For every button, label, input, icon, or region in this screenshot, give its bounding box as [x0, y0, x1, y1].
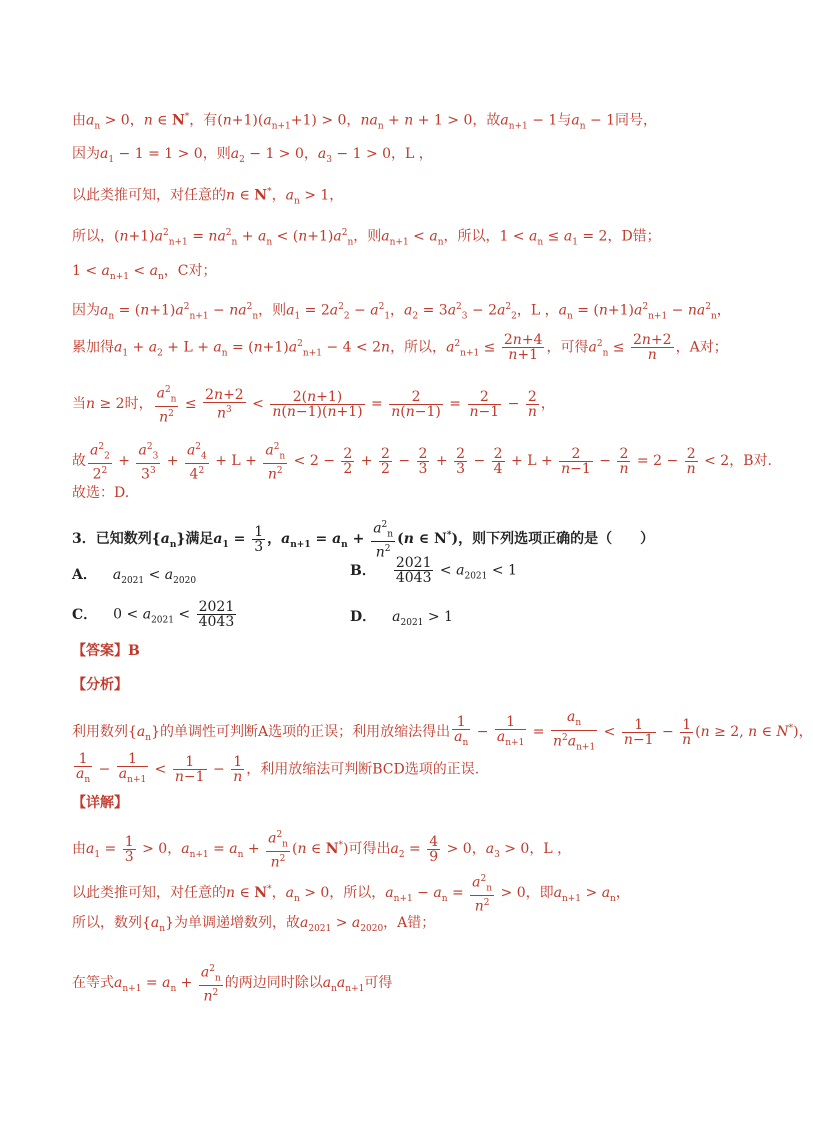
solution-line-9: 故 $\frac{a^2_2}{2^2}$ + $\frac{a^2_3}{3^3}$ + $\frac{a^2_4}{4^2}$ + L + $\frac{a^2_n}{n^2}$ < 2 − $\frac{2}{2}$ + $\frac{2}{2}$ − $\frac{2}{3}$ + $\frac{2}{3}$ − $\frac{2}{4}$ + L + $\frac{2}{n-1}$ − $\frac{2}{n}$ = 2 − $\frac{2}{n}$ < 2，B对.	[72, 442, 772, 484]
solution-line-6: 因为$a_n = (n+1)a^2_{n+1} - na^2_n$，则$a_1 = 2a^2_2 - a^2_1$，$a_2 = 3a^2_3 - 2a^2_2$，L ，$a_n = (n+1)a^2_{n+1} - na^2_n$，	[72, 302, 731, 322]
option-a: A． $a_{2021} < a_{2020}$	[72, 567, 197, 586]
analysis-tag: 【分析】	[72, 677, 128, 693]
solution-line-8: 当n ≥ 2时， $\frac{a^2_n}{n^2}$ ≤ $\frac{2n+2}{n^3}$ < $\frac{2(n+1)}{n(n-1)(n+1)}$ = $\frac{2}{n(n-1)}$ = $\frac{2}{n-1}$ − $\frac{2}{n}$ ，	[72, 385, 555, 427]
option-b: B． $\frac{2021}{4043}$ < $a_{2021} < 1$	[350, 555, 517, 586]
solution-conclusion: 故选：D.	[72, 485, 130, 501]
solution-line-7: 累加得$a_1 + a_2 + L + a_n = (n+1)a^2_{n+1} - 4 < 2n$，所以，$a^2_{n+1}$ ≤ $\frac{2n+4}{n+1}$ ，可得$a^2_n$ ≤ $\frac{2n+2}{n}$ ，A对；	[72, 332, 728, 363]
analysis-line-1: 利用数列$\{a_n\}$的单调性可判断A选项的正误；利用放缩法得出 $\frac{1}{a_n}$ − $\frac{1}{a_{n+1}}$ = $\frac{a_n}{n^2a_{n+1}}$ < $\frac{1}{n-1}$ − $\frac{1}{n}$ (n ≥ 2, n ∈ N*)，	[72, 709, 813, 753]
solution-line-3: 以此类推可知，对任意的n ∈ N*，$a_n > 1$，	[72, 187, 344, 207]
solution-line-5: $1 < a_{n+1} < a_n$，C对；	[72, 263, 217, 282]
analysis-line-2: $\frac{1}{a_n}$ − $\frac{1}{a_{n+1}}$ < $\frac{1}{n-1}$ − $\frac{1}{n}$ ，利用放缩法可判断BCD选项的正误.	[76, 751, 480, 785]
detail-tag: 【详解】	[72, 795, 128, 811]
detail-line-4: 在等式$a_{n+1} = a_n$ + $\frac{a^2_n}{n^2}$ 的两边同时除以$a_na_{n+1}$可得	[72, 964, 393, 1006]
option-c: C． $0 < a_{2021}$ < $\frac{2021}{4043}$	[72, 599, 235, 630]
detail-line-1: 由$a_1$ = $\frac{1}{3}$ > 0，$a_{n+1} = a_n$ + $\frac{a^2_n}{n^2}$ (n ∈ N*)可得出$a_2$ = $\frac{4}{9}$ > 0，$a_3 > 0$，L ，	[72, 830, 572, 872]
detail-line-3: 所以，数列$\{a_n\}$为单调递增数列，故$a_{2021} > a_{2020}$，A错；	[72, 915, 436, 934]
detail-line-2: 以此类推可知，对任意的n ∈ N*，$a_n > 0$，所以，$a_{n+1} - a_n$ = $\frac{a^2_n}{n^2}$ > 0，即$a_{n+1} > a_n$，	[72, 874, 630, 916]
answer-value: B	[128, 643, 140, 659]
solution-line-2: 因为$a_1 - 1 = 1 > 0$，则$a_2 - 1 > 0$，$a_3 - 1 > 0$，L ，	[72, 146, 433, 165]
solution-line-4: 所以，$(n+1)a^2_{n+1} = na^2_n + a_n < (n+1)a^2_n$，则$a_{n+1} < a_n$，所以，$1 < a_n \le a_1 = 2$，D错；	[72, 228, 661, 248]
question-stem: 3．已知数列$\{a_n\}$满足$a_1$ = $\frac{1}{3}$ ，$a_{n+1} = a_n$ + $\frac{a^2_n}{n^2}$ (n ∈ N*)，则下列选项正确的是（ ）	[72, 520, 655, 562]
solution-line-1: 由$a_n > 0$，n ∈ N*，有$(n+1)(a_{n+1}+1) > 0$，$na_n + n + 1 > 0$，故$a_{n+1} - 1$与$a_n - 1$同号，	[72, 112, 658, 132]
answer-tag: 【答案】	[72, 643, 128, 659]
answer-line	[72, 642, 140, 660]
option-d: D． $a_{2021} > 1$	[350, 609, 453, 628]
